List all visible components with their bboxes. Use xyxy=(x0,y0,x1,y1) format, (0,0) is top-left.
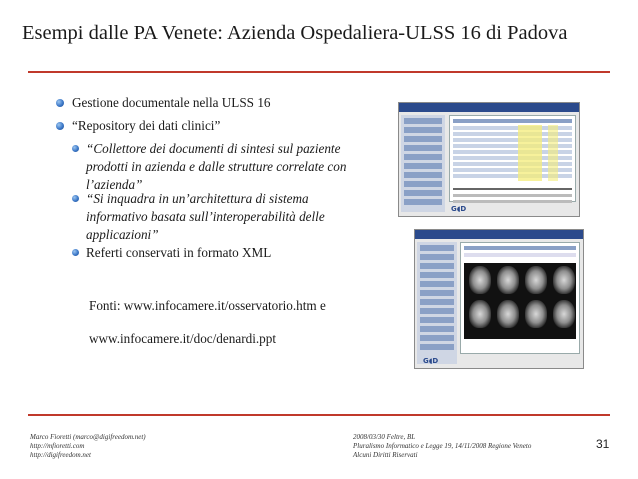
sub-bullet-line: prodotti in azienda e dalle strutture correlate con xyxy=(86,159,347,174)
page-number: 31 xyxy=(596,437,610,451)
gmd-logo: G◖D xyxy=(423,357,439,365)
blue-sphere-icon xyxy=(72,195,79,202)
ct-scan-viewer-screenshot xyxy=(414,229,584,369)
sub-bullet-text: Referti conservati in formato XML xyxy=(86,245,272,260)
footer-line: http://mfioretti.com xyxy=(30,442,85,450)
blue-sphere-icon xyxy=(56,122,64,130)
sub-bullet-line: l’azienda” xyxy=(86,177,143,192)
blue-sphere-icon xyxy=(56,99,64,107)
footer-event xyxy=(353,433,531,460)
clinical-repository-screenshot xyxy=(398,102,580,217)
footer-divider xyxy=(28,414,610,416)
bullet-repository xyxy=(72,117,220,135)
bullet-text: “Repository dei dati clinici” xyxy=(72,118,221,133)
sub-bullet-collettore xyxy=(86,140,346,194)
slide-title: Esempi dalle PA Venete: Azienda Ospedaliera-ULSS 16 di Padova xyxy=(22,22,568,44)
sub-bullet-line: applicazioni” xyxy=(86,227,159,242)
sub-bullet-line: “Si inquadra in un’architettura di sistema xyxy=(86,191,309,206)
footer-line: Marco Fioretti (marco@digifreedom.net) xyxy=(30,433,146,441)
gmd-logo: G◖D xyxy=(451,205,467,213)
sources-line-1: Fonti: www.infocamere.it/osservatorio.htm e xyxy=(89,298,326,313)
footer-line: Alcuni Diritti Riservati xyxy=(353,451,418,459)
blue-sphere-icon xyxy=(72,145,79,152)
sub-bullet-architettura xyxy=(86,190,325,244)
bullet-text: Gestione documentale nella ULSS 16 xyxy=(72,95,271,110)
sources-line-2: www.infocamere.it/doc/denardi.ppt xyxy=(89,331,277,346)
footer-line: http://digifreedom.net xyxy=(30,451,91,459)
sub-bullet-referti-xml xyxy=(86,244,271,262)
bullet-gestione-documentale xyxy=(72,94,271,112)
blue-sphere-icon xyxy=(72,249,79,256)
footer-line: 2008/03/30 Feltre, BL xyxy=(353,433,416,441)
footer-line: Pluralismo Informatico e Legge 19, 14/11/2008 Regione Veneto xyxy=(353,442,532,450)
footer-author xyxy=(30,433,146,460)
title-divider xyxy=(28,71,610,73)
sub-bullet-line: informativo basata sull’interoperabilità delle xyxy=(86,209,325,224)
sub-bullet-line: “Collettore dei documenti di sintesi sul paziente xyxy=(86,141,341,156)
